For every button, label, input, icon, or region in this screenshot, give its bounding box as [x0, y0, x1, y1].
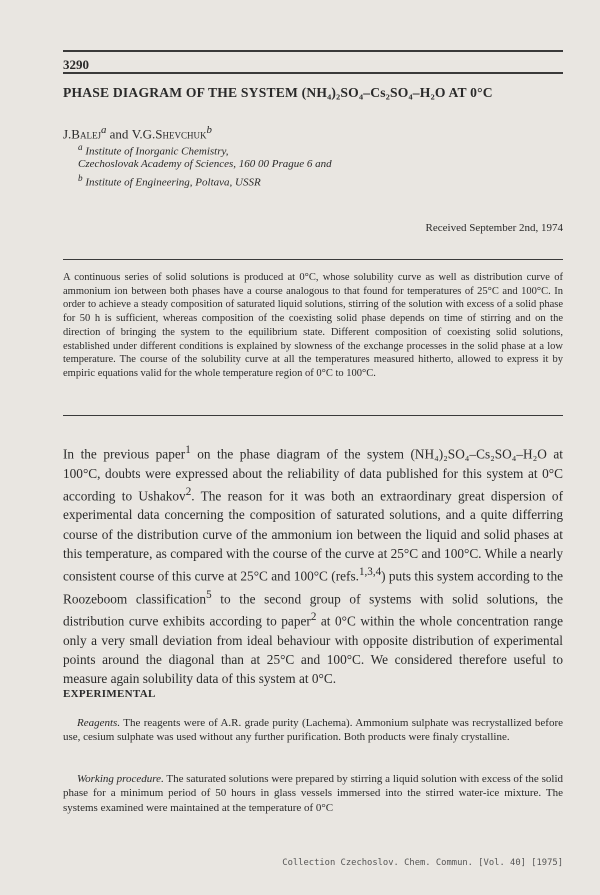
- affiliation-a-line1: $^a$ Institute of Inorganic Chemistry,: [78, 142, 229, 158]
- received-date: Received September 2nd, 1974: [425, 222, 563, 234]
- article-title: PHASE DIAGRAM OF THE SYSTEM (NH₄)₂SO₄–Cs₂SO₄–H₂O AT 0°C: [63, 85, 493, 100]
- authors: [63, 124, 212, 142]
- abstract-bottom-rule: [63, 415, 563, 416]
- author-1-mark: a: [100, 124, 107, 136]
- author-1: J.Balej: [63, 126, 101, 142]
- intro-paragraph: In the previous paper$^1$ on the phase diagram of the system (NH₄)₂SO₄–Cs₂SO₄–H₂O at 100°C, doubts were expressed about the reliability of data published for this system at 0°C according to Ushakov$^2$. The reason for it was both an extraordinary great dispersion of experimental data concerning the composition of saturated solutions, and a quite differring course of the distribution curve of the ammonium ion between the liquid and solid phases at this temperature, as compared with the course of the curve at 25°C and 100°C. While a nearly consistent course of this curve at 25°C and 100°C (refs.$^{1,3,4}$) puts this system according to the Roozeboom classification$^5$ to the second group of systems with solid solutions, the distribution curve exhibits according to paper$^2$ at 0°C within the whole concentration range only a very small deviation from ideal behaviour with opposite distribution of experimental points around the diagonal than at 25°C and 100°C. We considered therefore useful to measure again solubility data of this system at 0°C.: [63, 444, 563, 687]
- abstract: A continuous series of solid solutions is produced at 0°C, whose solubility curve as well as distribution curve of ammonium ion between both phases have a course analogous to that found for temperatures of 25°C and 100°C. In order to achieve a steady composition of saturated liquid solutions, stirring of the solution with excess of a solid phase for 50 h is sufficient, whereas composition of the coexisting solid phase depends on time of stirring and on the direction of bringing the system to the equilibrium state. Different composition of coexisting solid solutions, established under different conditions is explained by slowness of the exchange processes in the solid phase at a low temperature. The course of the solubility curve at all the temperatures measured hitherto, allowed to express it by empiric equations valid for the whole temperature region of 0°C to 100°C.: [63, 272, 563, 379]
- top-rule: [63, 50, 563, 52]
- abstract-top-rule: [63, 259, 563, 260]
- page-number: 3290: [63, 57, 89, 72]
- author-2: V.G.Shevchuk: [131, 126, 207, 142]
- affiliation-a-line2: Czechoslovak Academy of Sciences, 160 00 Prague 6 and: [78, 158, 332, 170]
- header-rule: [63, 72, 563, 74]
- authors-conj: and: [109, 126, 129, 142]
- procedure-paragraph: Working procedure. The saturated solutions were prepared by stirring a liquid solution with excess of the solid phase for a minimum period of 50 hours in glass vessels immersed into the stirred water-ice mixture. The systems examined were maintained at the temperature of 0°C: [63, 773, 563, 814]
- journal-footer: Collection Czechoslov. Chem. Commun. [Vol. 40] [1975]: [282, 858, 563, 868]
- section-heading: EXPERIMENTAL: [63, 688, 156, 700]
- affiliation-b: $^b$ Institute of Engineering, Poltava, USSR: [78, 173, 261, 189]
- reagents-paragraph: Reagents. The reagents were of A.R. grade purity (Lachema). Ammonium sulphate was recrystallized before use, cesium sulphate was used without any further purification. Both products were finaly crystalline.: [63, 717, 563, 744]
- author-2-mark: b: [206, 124, 212, 136]
